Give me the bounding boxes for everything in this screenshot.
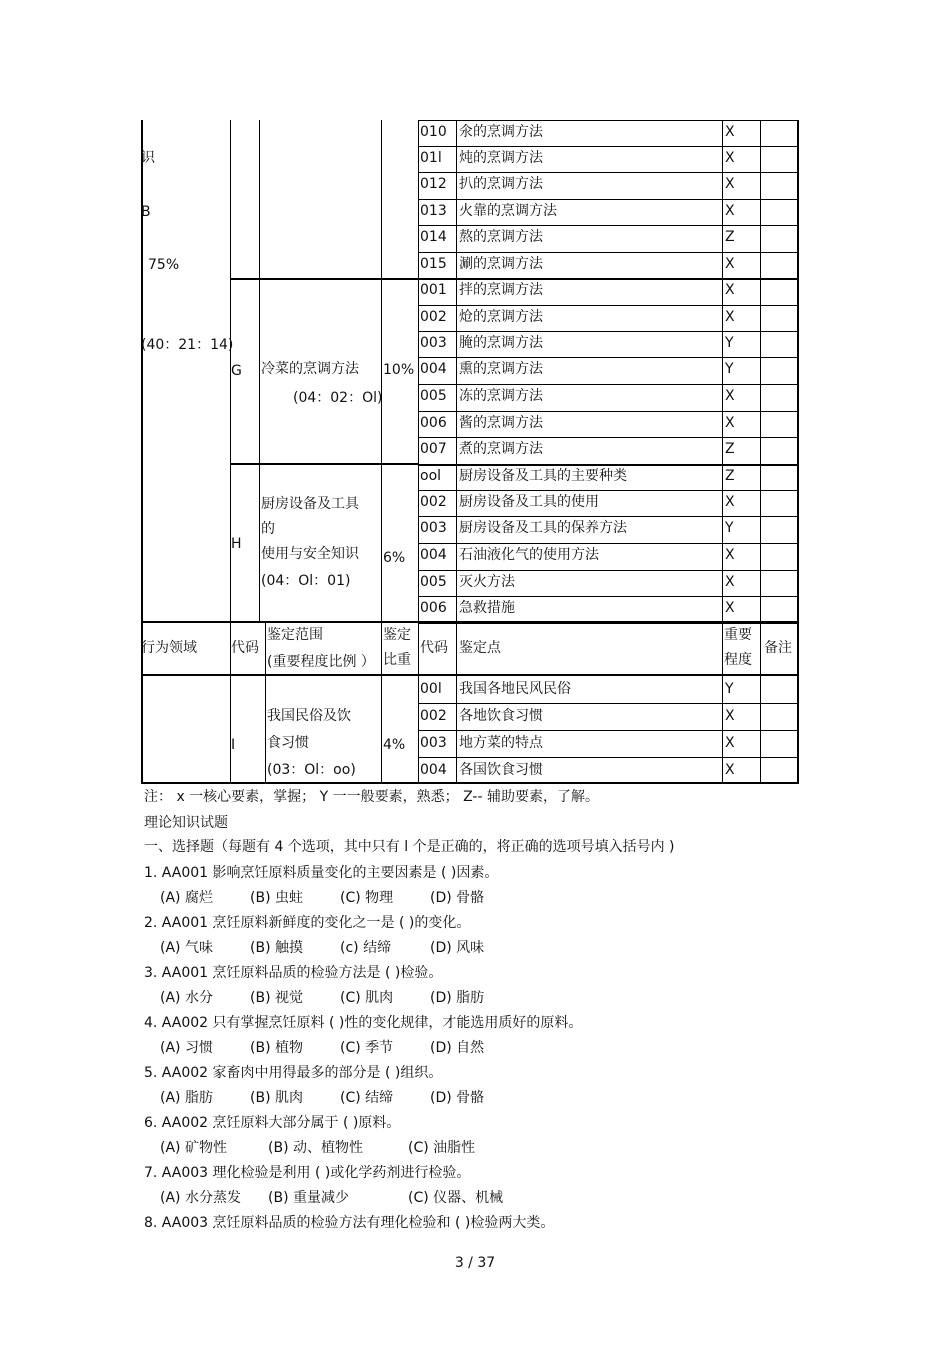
header-point: 鉴定点	[459, 640, 501, 656]
option-choice: (B) 动、植物性	[268, 1140, 363, 1156]
weight-g: 10%	[383, 362, 415, 378]
header-bottom-rule	[141, 674, 799, 676]
note-col-rule	[760, 676, 761, 782]
note-col-rule	[760, 120, 761, 622]
option-choice: (A) 气味	[160, 940, 213, 956]
importance-level: X	[725, 735, 735, 751]
question-stem: 4. AA002 只有掌握烹饪原料 ( )性的变化规律，才能选用质好的原料。	[144, 1015, 583, 1031]
option-choice: (A) 水分	[160, 990, 213, 1006]
option-choice: (A) 腐烂	[160, 890, 213, 906]
weight-h: 6%	[383, 550, 406, 566]
option-choice: (A) 矿物性	[160, 1140, 227, 1156]
option-choice: (A) 脂肪	[160, 1090, 213, 1106]
option-choice: (C) 物理	[340, 890, 394, 906]
range-ratio-g: (04：02：Ol)	[293, 390, 383, 406]
point-code: 00l	[420, 681, 442, 697]
importance-level: Y	[725, 361, 734, 377]
header-level: 程度	[724, 652, 752, 668]
instruction-text: 一、选择题（每题有 4 个选项，其中只有 l 个是正确的，将正确的选项号填入括号内 )	[144, 839, 675, 855]
weight-col-rule	[381, 676, 382, 782]
importance-level: X	[725, 762, 735, 778]
row-rule	[418, 570, 799, 571]
row-rule	[418, 516, 799, 517]
importance-level: X	[725, 150, 735, 166]
importance-level: X	[725, 415, 735, 431]
row-rule	[418, 331, 799, 332]
point-code: 002	[420, 309, 447, 325]
importance-level: X	[725, 176, 735, 192]
point-name: 石油液化气的使用方法	[459, 547, 599, 563]
point-name: 扒的烹调方法	[459, 176, 543, 192]
point-name: 各地饮食习惯	[459, 708, 543, 724]
importance-level: X	[725, 256, 735, 272]
row-rule	[418, 146, 799, 147]
option-choice: (c) 结缔	[340, 940, 392, 956]
option-choice: (B) 重量减少	[268, 1190, 349, 1206]
range-ratio-h: (04：Ol：01)	[261, 573, 351, 589]
point-name: 腌的烹调方法	[459, 335, 543, 351]
option-choice: (A) 习惯	[160, 1040, 213, 1056]
option-choice: (C) 结缔	[340, 1090, 394, 1106]
header-weight: 鉴定	[383, 627, 411, 643]
option-choice: (D) 自然	[430, 1040, 485, 1056]
point-name: 酱的烹调方法	[459, 415, 543, 431]
row-rule	[418, 252, 799, 253]
header-rule	[381, 622, 382, 674]
importance-level: X	[725, 124, 735, 140]
section-subtitle: 理论知识试题	[144, 815, 228, 831]
row-rule	[418, 543, 799, 544]
point-name: 灭火方法	[459, 574, 515, 590]
point-name: 炝的烹调方法	[459, 309, 543, 325]
option-choice: (A) 水分蒸发	[160, 1190, 241, 1206]
row-rule	[418, 730, 799, 731]
right-border	[797, 120, 799, 622]
row-rule	[418, 305, 799, 306]
row-rule	[418, 596, 799, 597]
point-name: 厨房设备及工具的保养方法	[459, 520, 627, 536]
header-top-rule	[141, 621, 799, 623]
point-code: 013	[420, 203, 447, 219]
range-title-h: 厨房设备及工具	[261, 496, 359, 512]
point-code: 007	[420, 441, 447, 457]
point-col-rule	[456, 676, 457, 782]
option-choice: (B) 虫蛀	[250, 890, 303, 906]
question-stem: 1. AA001 影响烹饪原料质量变化的主要因素是 ( )因素。	[144, 865, 499, 881]
option-choice: (C) 肌肉	[340, 990, 394, 1006]
point-name: 炖的烹调方法	[459, 150, 543, 166]
header-range: (重要程度比例 ）	[267, 654, 375, 670]
point-name: 厨房设备及工具的主要种类	[459, 468, 627, 484]
option-choice: (D) 骨骼	[430, 890, 485, 906]
importance-level: X	[725, 708, 735, 724]
domain-ratio: 75%	[148, 257, 180, 273]
option-choice: (C) 仪器、机械	[408, 1190, 504, 1206]
question-stem: 8. AA003 烹饪原料品质的检验方法有理化检验和 ( )检验两大类。	[144, 1215, 555, 1231]
row-rule	[418, 357, 799, 358]
point-code: 006	[420, 415, 447, 431]
point-name: 各国饮食习惯	[459, 762, 543, 778]
row-rule	[418, 490, 799, 491]
legend-note: 注： x 一核心要素，掌握； Y 一一般要素，熟悉； Z-- 辅助要素，了解。	[144, 789, 599, 805]
point-code: 015	[420, 256, 447, 272]
option-choice: (D) 脂肪	[430, 990, 485, 1006]
point-code: 01l	[420, 150, 442, 166]
option-choice: (D) 风味	[430, 940, 485, 956]
question-stem: 5. AA002 家畜肉中用得最多的部分是 ( )组织。	[144, 1065, 443, 1081]
point-name: 氽的烹调方法	[459, 124, 543, 140]
row-rule	[418, 464, 799, 466]
importance-level: X	[725, 309, 735, 325]
point-name: 火靠的烹调方法	[459, 203, 557, 219]
point-name: 熬的烹调方法	[459, 229, 543, 245]
point-name: 熏的烹调方法	[459, 361, 543, 377]
point-code: 014	[420, 229, 447, 245]
importance-level: Y	[725, 335, 734, 351]
importance-level: X	[725, 547, 735, 563]
point-col-rule	[456, 120, 457, 622]
point-name: 急救措施	[459, 600, 515, 616]
importance-level: Z	[725, 441, 735, 457]
header-note: 备注	[764, 640, 792, 656]
question-stem: 7. AA003 理化检验是利用 ( )或化学药剂进行检验。	[144, 1165, 471, 1181]
point-name: 冻的烹调方法	[459, 388, 543, 404]
point-code: 010	[420, 124, 447, 140]
point-code: ool	[420, 468, 442, 484]
point-name: 地方菜的特点	[459, 735, 543, 751]
row-rule	[418, 120, 799, 121]
point-code: 003	[420, 335, 447, 351]
point-name: 厨房设备及工具的使用	[459, 494, 599, 510]
option-choice: (B) 触摸	[250, 940, 303, 956]
row-rule	[418, 703, 799, 704]
importance-level: Y	[725, 681, 734, 697]
range-ratio-i: (03：Ol：oo)	[267, 762, 356, 778]
point-name: 拌的烹调方法	[459, 282, 543, 298]
range-title-g: 冷菜的烹调方法	[261, 361, 359, 377]
option-choice: (B) 视觉	[250, 990, 303, 1006]
range-code-g: G	[231, 363, 242, 379]
question-stem: 3. AA001 烹饪原料品质的检验方法是 ( )检验。	[144, 965, 443, 981]
range-title-i: 我国民俗及饮	[267, 708, 351, 724]
point-code: 001	[420, 282, 447, 298]
row-rule	[418, 384, 799, 385]
option-choice: (C) 油脂性	[408, 1140, 476, 1156]
table-bottom-rule	[141, 782, 799, 784]
option-choice: (C) 季节	[340, 1040, 394, 1056]
question-stem: 2. AA001 烹饪原料新鲜度的变化之一是 ( )的变化。	[144, 915, 471, 931]
header-code: 代码	[231, 640, 259, 656]
header-rule	[760, 622, 761, 674]
importance-level: X	[725, 282, 735, 298]
point-code: 004	[420, 361, 447, 377]
weight-col-rule	[381, 120, 382, 622]
domain-char: B	[141, 204, 151, 220]
right-border	[797, 622, 799, 674]
row-rule	[418, 757, 799, 758]
domain-ratio: (40：21：14)	[141, 337, 234, 353]
importance-level: X	[725, 574, 735, 590]
question-stem: 6. AA002 烹饪原料大部分属于 ( )原料。	[144, 1115, 401, 1131]
option-choice: (B) 植物	[250, 1040, 303, 1056]
weight-i: 4%	[383, 737, 406, 753]
header-rule	[418, 622, 419, 674]
option-choice: (B) 肌肉	[250, 1090, 303, 1106]
range-code-h: H	[231, 536, 242, 552]
left-border	[141, 120, 143, 622]
header-range: 鉴定范围	[267, 627, 323, 643]
point-code: 012	[420, 176, 447, 192]
header-rule	[456, 622, 457, 674]
point-code: 005	[420, 574, 447, 590]
range-title-h: 的	[261, 521, 275, 537]
row-rule	[418, 411, 799, 412]
point-code: 002	[420, 708, 447, 724]
range-title-h: 使用与安全知识	[261, 546, 359, 562]
range-code-i: I	[231, 737, 236, 753]
range-col-rule	[265, 676, 266, 782]
point-code: 004	[420, 547, 447, 563]
level-col-rule	[722, 676, 723, 782]
header-rule	[722, 622, 723, 674]
point-code: 004	[420, 762, 447, 778]
code-col-rule	[230, 676, 231, 782]
header-level: 重要	[724, 627, 752, 643]
left-border	[141, 676, 143, 784]
domain-char: 识	[141, 150, 155, 166]
header-pcode: 代码	[420, 640, 448, 656]
header-rule	[265, 622, 266, 674]
pcode-col-rule	[418, 120, 419, 622]
pcode-col-rule	[418, 676, 419, 782]
importance-level: Z	[725, 229, 735, 245]
point-code: 005	[420, 388, 447, 404]
point-code: 003	[420, 735, 447, 751]
point-code: 002	[420, 494, 447, 510]
row-rule	[418, 199, 799, 200]
row-rule	[418, 437, 799, 438]
importance-level: X	[725, 494, 735, 510]
point-code: 003	[420, 520, 447, 536]
row-rule	[418, 172, 799, 173]
header-domain: 行为领域	[141, 640, 197, 656]
page-number: 3 / 37	[454, 1255, 496, 1271]
importance-level: Z	[725, 468, 735, 484]
importance-level: X	[725, 600, 735, 616]
point-name: 我国各地民风民俗	[459, 681, 571, 697]
row-rule	[418, 278, 799, 280]
importance-level: X	[725, 388, 735, 404]
range-col-rule	[259, 120, 260, 622]
header-weight: 比重	[383, 652, 411, 668]
option-choice: (D) 骨骼	[430, 1090, 485, 1106]
point-code: 006	[420, 600, 447, 616]
row-rule	[418, 225, 799, 226]
range-title-i: 食习惯	[267, 735, 309, 751]
group-rule-h	[230, 463, 418, 465]
point-name: 煮的烹调方法	[459, 441, 543, 457]
importance-level: X	[725, 203, 735, 219]
group-rule-g	[230, 278, 418, 280]
point-name: 涮的烹调方法	[459, 256, 543, 272]
importance-level: Y	[725, 520, 734, 536]
level-col-rule	[722, 120, 723, 622]
